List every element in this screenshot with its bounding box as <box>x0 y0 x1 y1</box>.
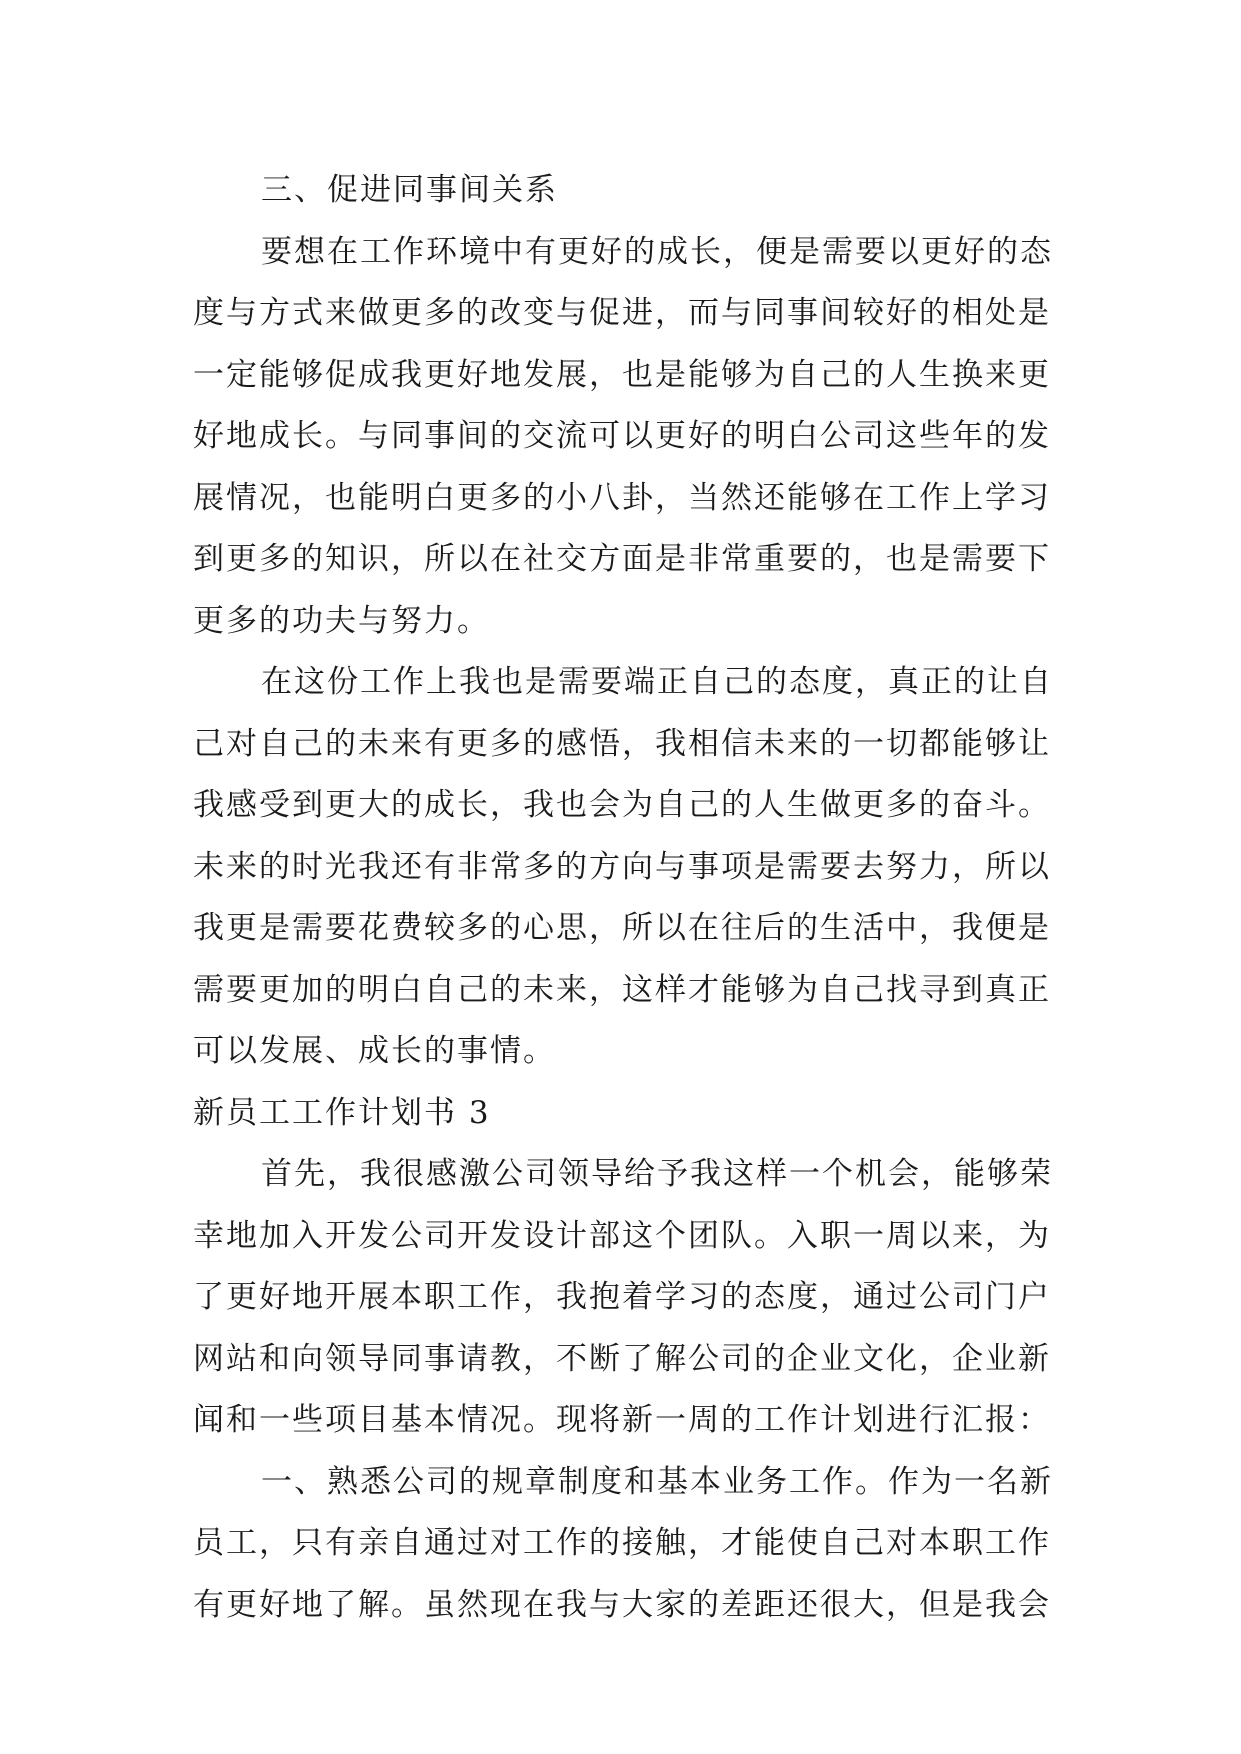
text-line: 幸地加入开发公司开发设计部这个团队。入职一周以来，为 <box>193 1217 1051 1254</box>
text-line: 员工，只有亲自通过对工作的接触，才能使自己对本职工作 <box>193 1525 1051 1561</box>
text-line: 度与方式来做更多的改变与促进，而与同事间较好的相处是 <box>193 295 1051 331</box>
text-line: 新员工工作计划书 3 <box>193 1094 491 1131</box>
text-line: 了更好地开展本职工作，我抱着学习的态度，通过公司门户 <box>193 1279 1051 1315</box>
text-line: 一定能够促成我更好地发展，也是能够为自己的人生换来更 <box>193 356 1051 393</box>
text-line: 到更多的知识，所以在社交方面是非常重要的，也是需要下 <box>193 541 1051 577</box>
text-line: 更多的功夫与努力。 <box>193 602 490 639</box>
text-line: 可以发展、成长的事情。 <box>193 1033 556 1069</box>
text-line: 首先，我很感激公司领导给予我这样一个机会，能够荣 <box>261 1156 1053 1192</box>
text-line: 己对自己的未来有更多的感悟，我相信未来的一切都能够让 <box>193 725 1051 762</box>
text-line: 我感受到更大的成长，我也会为自己的人生做更多的奋斗。 <box>193 787 1051 823</box>
text-line: 有更好地了解。虽然现在我与大家的差距还很大，但是我会 <box>193 1586 1051 1623</box>
text-line: 需要更加的明白自己的未来，这样才能够为自己找寻到真正 <box>193 971 1051 1008</box>
text-line: 闻和一些项目基本情况。现将新一周的工作计划进行汇报： <box>193 1402 1051 1438</box>
text-line: 要想在工作环境中有更好的成长，便是需要以更好的态 <box>261 233 1053 270</box>
document-body <box>193 160 1073 1636</box>
text-line: 一、熟悉公司的规章制度和基本业务工作。作为一名新 <box>261 1463 1053 1500</box>
text-line: 网站和向领导同事请教，不断了解公司的企业文化，企业新 <box>193 1340 1051 1377</box>
text-line: 展情况，也能明白更多的小八卦，当然还能够在工作上学习 <box>193 479 1051 516</box>
text-line: 在这份工作上我也是需要端正自己的态度，真正的让自 <box>261 664 1053 700</box>
text-line: 好地成长。与同事间的交流可以更好的明白公司这些年的发 <box>193 418 1051 454</box>
text-line: 三、促进同事间关系 <box>261 172 558 208</box>
text-line: 我更是需要花费较多的心思，所以在往后的生活中，我便是 <box>193 910 1051 946</box>
text-line: 未来的时光我还有非常多的方向与事项是需要去努力，所以 <box>193 848 1051 885</box>
